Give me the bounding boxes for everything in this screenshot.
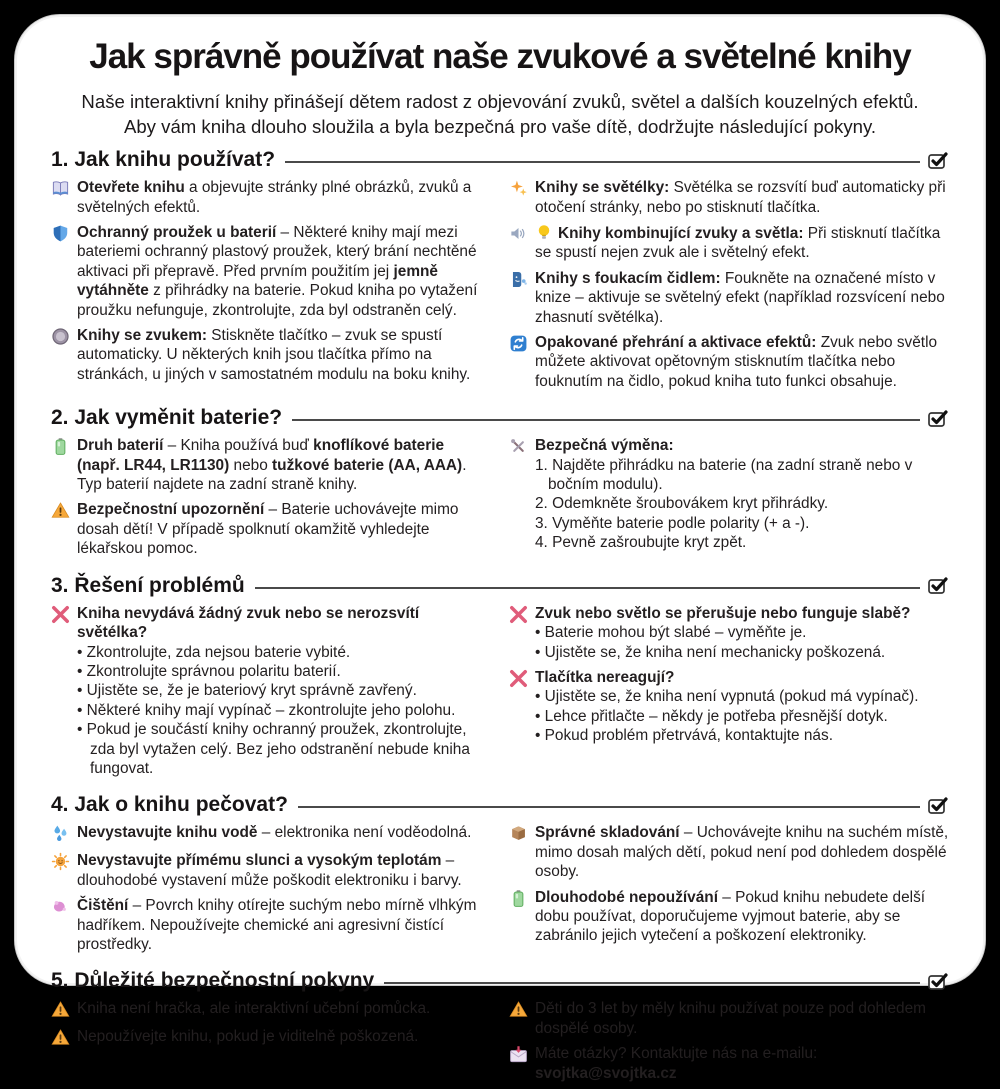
section-heading: 2. Jak vyměnit baterie? xyxy=(51,406,283,430)
section-heading-row xyxy=(51,969,949,993)
section-3 xyxy=(51,574,949,785)
checkbox-check-icon xyxy=(928,576,949,595)
item-text: Zvuk nebo světlo se přerušuje nebo funguje slabě? xyxy=(535,604,911,622)
item-icon-cell xyxy=(51,604,77,779)
bullet-line: • Zkontrolujte, zda nejsou baterie vybité. xyxy=(77,643,351,661)
item-text: Správné skladování – Uchovávejte knihu na suchém místě, mimo dosah malých dětí, pokud není pod dohledem dospělé osoby. xyxy=(535,824,949,881)
instruction-item xyxy=(509,668,949,746)
numbered-step: 1. Najděte přihrádku na baterie (na zadní straně nebo v bočním modulu). xyxy=(535,456,913,494)
item-text: Bezpečnostní upozornění – Baterie uchovávejte mimo dosah dětí! V případě spolknutí okamžitě vyhledejte lékařskou pomoc. xyxy=(77,501,459,558)
heading-rule xyxy=(292,419,920,421)
item-body xyxy=(535,269,949,327)
heading-rule xyxy=(255,587,920,589)
bullet-line: • Baterie mohou být slabé – vyměňte je. xyxy=(535,624,807,642)
cross-icon xyxy=(509,669,528,688)
instruction-item xyxy=(509,823,949,881)
item-text: Nepoužívejte knihu, pokud je viditelně poškozená. xyxy=(77,1028,419,1046)
heading-rule xyxy=(384,982,920,984)
heading-rule xyxy=(298,806,920,808)
item-body xyxy=(77,436,491,494)
left-column xyxy=(51,999,491,1089)
item-body xyxy=(535,888,949,946)
item-icon-cell xyxy=(509,178,535,217)
intro-text xyxy=(51,89,949,139)
item-icon-cell xyxy=(509,999,535,1038)
intro-line-1: Naše interaktivní knihy přinášejí dětem radost z objevování zvuků, světel a dalších kouzelných efektů. xyxy=(81,91,919,112)
instruction-item xyxy=(509,999,949,1038)
left-column xyxy=(51,604,491,785)
section-columns xyxy=(51,604,949,785)
item-icon-cell xyxy=(51,326,77,384)
checkbox-check-icon xyxy=(928,409,949,428)
item-icon-cell xyxy=(51,896,77,954)
tools-icon xyxy=(509,437,528,456)
section-heading-row xyxy=(51,148,949,172)
right-column xyxy=(509,604,949,785)
bullet-line: • Zkontrolujte správnou polaritu baterií. xyxy=(77,662,341,680)
item-text: Ochranný proužek u baterií – Některé knihy mají mezi bateriemi ochranný plastový proužek, který brání nechtěné aktivaci při přepravě. Před prvním použitím jej jemně vytáhněte z přihrádky na baterie. Pokud kniha po vytažení proužku nefunguje, zkontrolujte, zda byl odstraněn celý. xyxy=(77,224,478,319)
instruction-item xyxy=(51,326,491,384)
warning-icon xyxy=(51,1000,70,1019)
shield-icon xyxy=(51,224,70,243)
bullet-line: • Ujistěte se, že je bateriový kryt správně zavřený. xyxy=(77,682,417,700)
item-body xyxy=(535,178,949,217)
instruction-item xyxy=(51,999,491,1021)
speaker-icon xyxy=(509,224,528,243)
section-5 xyxy=(51,969,949,1089)
right-column xyxy=(509,999,949,1089)
item-body xyxy=(77,326,491,384)
instruction-sheet xyxy=(14,14,986,1082)
item-text: Bezpečná výměna: xyxy=(535,437,674,455)
instruction-item xyxy=(51,823,491,845)
right-column xyxy=(509,436,949,564)
bullet-line: • Lehce přitlačte – někdy je potřeba přesnější dotyk. xyxy=(535,707,888,725)
item-icon-cell xyxy=(51,1027,77,1049)
item-body xyxy=(77,500,491,558)
warning-icon xyxy=(51,1028,70,1047)
item-text: Čištění – Povrch knihy otírejte suchým nebo mírně vlhkým hadříkem. Nepoužívejte chemické ani agresivní čistící prostředky. xyxy=(77,897,477,953)
section-heading-row xyxy=(51,793,949,817)
email-address: svojtka@svojtka.cz xyxy=(535,1064,677,1082)
item-text: Opakované přehrání a aktivace efektů: Zvuk nebo světlo můžete aktivovat opětovným stisknutím tlačítka nebo fouknutím na čidlo, pokud kniha tuto funkci obsahuje. xyxy=(535,334,938,390)
item-text: Tlačítka nereagují? xyxy=(535,668,675,686)
sponge-icon xyxy=(51,897,70,916)
section-columns xyxy=(51,178,949,397)
item-icon-cell xyxy=(51,223,77,320)
bullet-line: • Pokud problém přetrvává, kontaktujte nás. xyxy=(535,727,833,745)
section-heading: 5. Důležité bezpečnostní pokyny xyxy=(51,969,375,993)
bullet-line: • Ujistěte se, že kniha není mechanicky poškozená. xyxy=(535,643,886,661)
left-column xyxy=(51,436,491,564)
section-heading-row xyxy=(51,574,949,598)
battery-icon xyxy=(509,889,528,908)
numbered-step: 3. Vyměňte baterie podle polarity (+ a -). xyxy=(535,514,810,532)
sparkles-icon xyxy=(509,179,528,198)
item-text: Knihy se světélky: Světélka se rozsvítí buď automaticky při otočení stránky, nebo po stisknutí tlačítka. xyxy=(535,179,946,216)
bullet-line: • Některé knihy mají vypínač – zkontrolujte jeho polohu. xyxy=(77,701,456,719)
numbered-step: 4. Pevně zašroubujte kryt zpět. xyxy=(535,534,747,552)
instruction-item xyxy=(51,851,491,890)
item-body xyxy=(77,851,491,890)
numbered-step: 2. Odemkněte šroubovákem kryt přihrádky. xyxy=(535,495,829,513)
item-body xyxy=(535,1044,949,1083)
instruction-item xyxy=(509,888,949,946)
instruction-item xyxy=(51,604,491,779)
warning-icon xyxy=(509,1000,528,1019)
instruction-item xyxy=(51,896,491,954)
section-heading-row xyxy=(51,406,949,430)
item-text: Otevřete knihu a objevujte stránky plné obrázků, zvuků a světelných efektů. xyxy=(77,179,472,216)
item-icon-cell xyxy=(509,604,535,662)
item-body xyxy=(77,823,491,845)
left-column xyxy=(51,178,491,397)
section-2 xyxy=(51,406,949,564)
battery-icon xyxy=(51,437,70,456)
page-title: Jak správně používat naše zvukové a světelné knihy xyxy=(89,37,911,76)
item-body xyxy=(77,999,491,1021)
sun-icon xyxy=(51,852,70,871)
item-icon-cell xyxy=(509,1044,535,1083)
item-body xyxy=(535,436,949,552)
right-column xyxy=(509,178,949,397)
instruction-item xyxy=(51,1027,491,1049)
item-text: Kniha není hračka, ale interaktivní učební pomůcka. xyxy=(77,1000,431,1018)
instruction-item xyxy=(51,223,491,320)
section-1 xyxy=(51,148,949,397)
instruction-item xyxy=(509,178,949,217)
item-body xyxy=(77,1027,491,1049)
checkbox-check-icon xyxy=(928,796,949,815)
bullet-line: • Ujistěte se, že kniha není vypnutá (pokud má vypínač). xyxy=(535,688,919,706)
item-body xyxy=(535,223,949,263)
water-drops-icon xyxy=(51,824,70,843)
section-columns xyxy=(51,436,949,564)
bulb-icon xyxy=(535,223,553,241)
item-body xyxy=(77,896,491,954)
section-heading: 3. Řešení problémů xyxy=(51,573,245,597)
item-text: Kniha nevydává žádný zvuk nebo se nerozsvítí světélka? xyxy=(77,604,420,642)
instruction-item xyxy=(509,333,949,391)
item-text: Knihy kombinující zvuky a světla: Při stisknutí tlačítka se spustí nejen zvuk ale i světelný efekt. xyxy=(535,225,941,262)
item-text: Nevystavujte knihu vodě – elektronika není voděodolná. xyxy=(77,824,472,842)
item-icon-cell xyxy=(509,823,535,881)
item-body xyxy=(77,604,491,779)
item-body xyxy=(535,999,949,1038)
item-icon-cell xyxy=(51,436,77,494)
item-icon-cell xyxy=(51,500,77,558)
heading-rule xyxy=(285,161,920,163)
item-icon-cell xyxy=(51,823,77,845)
warning-icon xyxy=(51,501,70,520)
item-text: Knihy se zvukem: Stiskněte tlačítko – zvuk se spustí automaticky. U některých knih jsou tlačítka přímo na stránkách, u jiných v samostatném modulu na boku knihy. xyxy=(77,327,471,383)
item-icon-cell xyxy=(51,178,77,217)
box-icon xyxy=(509,824,528,843)
instruction-item xyxy=(509,436,949,552)
cross-icon xyxy=(509,605,528,624)
left-column xyxy=(51,823,491,960)
item-icon-cell xyxy=(509,269,535,327)
item-body xyxy=(77,223,491,320)
section-heading: 4. Jak o knihu pečovat? xyxy=(51,793,288,817)
intro-line-2: Aby vám kniha dlouho sloužila a byla bezpečná pro vaše dítě, dodržujte následující pokyny. xyxy=(123,116,877,138)
blowing-face-icon xyxy=(509,270,528,289)
item-icon-cell xyxy=(51,999,77,1021)
button-icon xyxy=(51,327,70,346)
checkbox-check-icon xyxy=(928,972,949,991)
instruction-item xyxy=(51,500,491,558)
section-columns xyxy=(51,823,949,960)
right-column xyxy=(509,823,949,960)
checkbox-check-icon xyxy=(928,151,949,170)
section-columns xyxy=(51,999,949,1089)
section-4 xyxy=(51,793,949,960)
item-icon-cell xyxy=(51,851,77,890)
item-text: Knihy s foukacím čidlem: Foukněte na označené místo v knize – aktivuje se světelný efekt (například rozsvícení nebo zhasnutí světélka). xyxy=(535,269,945,326)
instruction-item xyxy=(509,223,949,263)
item-text: Děti do 3 let by měly knihu používat pouze pod dohledem dospělé osoby. xyxy=(535,1000,926,1037)
item-body xyxy=(535,668,949,746)
item-text: Dlouhodobé nepoužívání – Pokud knihu nebudete delší dobu používat, doporučujeme vyjmout baterie, aby se zabránilo jejich vytečení a poškození elektroniky. xyxy=(535,888,926,945)
instruction-item xyxy=(509,1044,949,1083)
open-book-icon xyxy=(51,179,70,198)
item-body xyxy=(535,333,949,391)
item-body xyxy=(535,823,949,881)
instruction-item xyxy=(509,604,949,662)
item-icon-cell xyxy=(509,333,535,391)
item-icon-cell xyxy=(509,223,535,263)
item-text: Nevystavujte přímému slunci a vysokým teplotám – dlouhodobé vystavení může poškodit elektroniku i barvy. xyxy=(77,852,462,889)
item-icon-cell xyxy=(509,668,535,746)
envelope-icon xyxy=(509,1045,528,1064)
bullet-line: • Pokud je součástí knihy ochranný proužek, zkontrolujte, zda byl vytažen celý. Bez jeho odstranění nebude kniha fungovat. xyxy=(77,721,470,777)
item-icon-cell xyxy=(509,888,535,946)
sections-container xyxy=(51,148,949,1089)
section-heading: 1. Jak knihu používat? xyxy=(51,148,276,172)
item-text: Druh baterií – Kniha používá buď knoflíkové baterie (např. LR44, LR1130) nebo tužkové baterie (AA, AAA). Typ baterií najdete na zadní straně knihy. xyxy=(77,437,467,494)
refresh-icon xyxy=(509,334,528,353)
item-body xyxy=(535,604,949,662)
instruction-item xyxy=(509,269,949,327)
instruction-item xyxy=(51,178,491,217)
item-text: Máte otázky? Kontaktujte nás na e-mailu: svojtka@svojtka.cz xyxy=(535,1045,818,1082)
item-icon-cell xyxy=(509,436,535,552)
instruction-item xyxy=(51,436,491,494)
item-body xyxy=(77,178,491,217)
cross-icon xyxy=(51,605,70,624)
